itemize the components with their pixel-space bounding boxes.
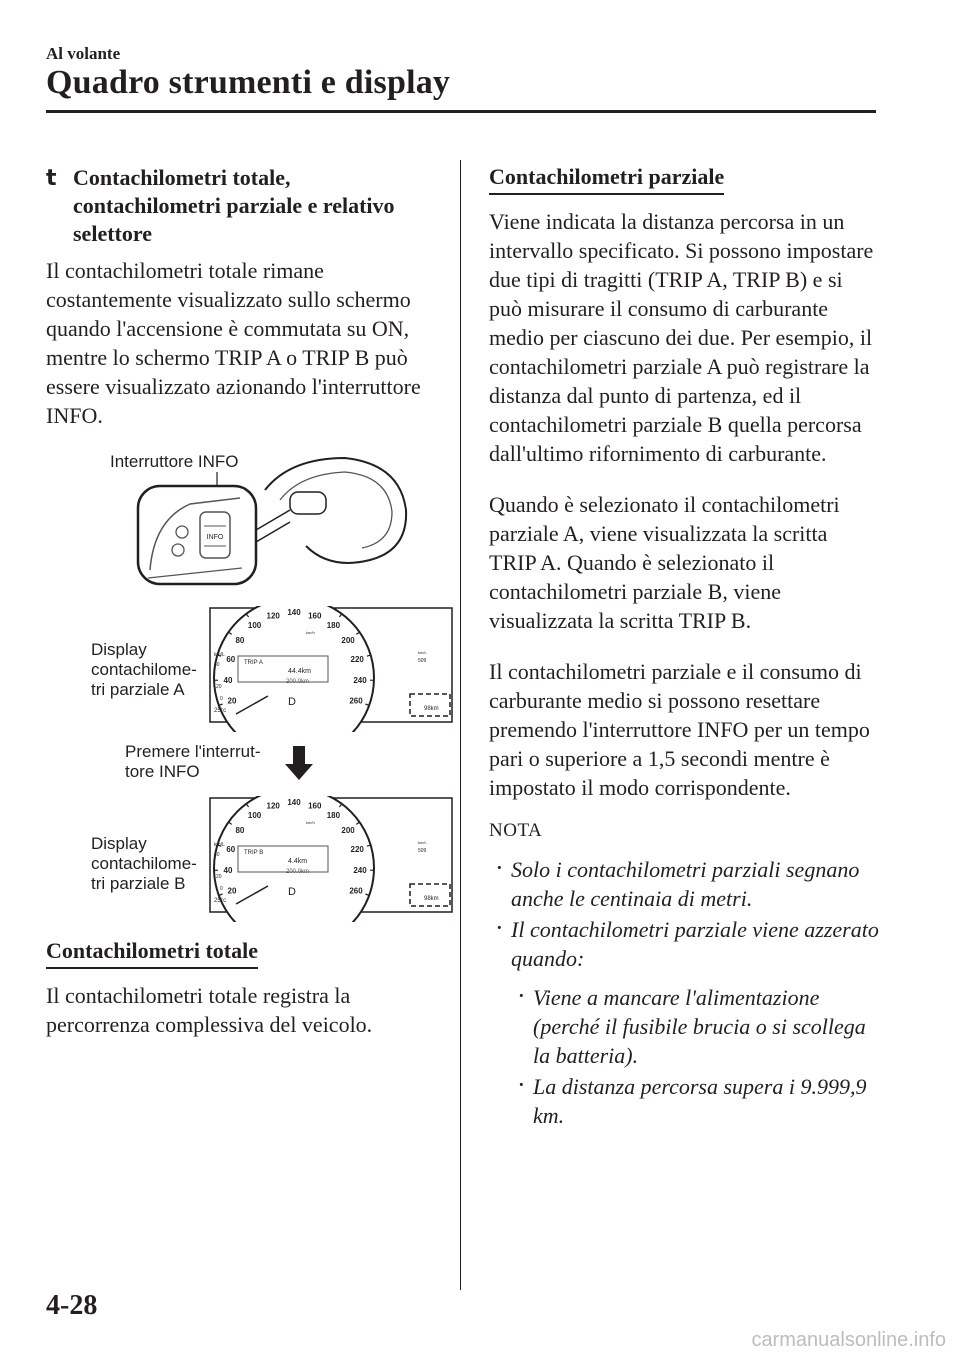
speed-tick-label: 180	[326, 811, 341, 821]
speed-tick-label: 160	[308, 801, 322, 811]
speed-tick-label: 200	[341, 826, 355, 836]
odo-a: 200.0km	[286, 679, 310, 685]
speed-tick-label: 120	[266, 801, 280, 811]
econ-value-a: 509	[418, 658, 427, 664]
gear-a: D	[288, 696, 296, 708]
speed-tick-label: 20	[227, 886, 237, 896]
speed-tick-label: 240	[353, 865, 367, 875]
fuel-range-b: 98km	[424, 896, 439, 902]
page-title: Quadro strumenti e display	[46, 64, 451, 101]
section-title-total: Contachilometri totale	[46, 936, 258, 969]
column-divider	[460, 160, 461, 1290]
speed-tick-label: 80	[235, 636, 245, 646]
label-display-b: Display contachilome- tri parziale B	[91, 834, 197, 893]
speed-tick-label: 20	[227, 696, 237, 706]
gear-b: D	[288, 886, 296, 898]
chapter-label: Al volante	[46, 44, 121, 63]
fuel-range-a: 98km	[424, 706, 439, 712]
econ-value-b: 509	[418, 848, 427, 854]
trip-paragraph-2: Quando è selezionato il contachilometri parziale A, viene visualizzata la scritta TRIP A. Quando è selezionato il contachilometri parziale B, viene visualizzata la scritta TRIP B.	[489, 492, 840, 633]
speed-tick-label: 100	[247, 621, 262, 631]
trip-paragraph-3: Il contachilometri parziale e il consumo di carburante medio si possono resettare premendo l'interruttore INFO per un tempo pari o superiore a 1,5 secondi mentre è impostato il modo corrispondente.	[489, 659, 870, 800]
trip-a-value: 44.4km	[288, 668, 311, 675]
section-heading: Contachilometri totale, contachilometri parziale e relativo selettore	[73, 165, 395, 246]
speed-tick-label: 120	[266, 611, 280, 621]
trip-b-value: 4.4km	[288, 858, 308, 865]
note-subitem-1: · Viene a mancare l'alimentazione (perché il fusibile brucia o si scollega la batteria).	[511, 983, 879, 1070]
cluster-trip-b	[206, 796, 456, 922]
odometer-total-section	[46, 936, 441, 1039]
label-press-info: Premere l'interrut- tore INFO	[125, 742, 261, 781]
page-number: 4-28	[46, 1290, 98, 1321]
heading-bullet: t	[46, 166, 57, 191]
speed-tick-label: 220	[350, 845, 364, 855]
svg-text:km/L: km/L	[418, 840, 427, 845]
watermark: carmanualsonline.info	[751, 1329, 946, 1351]
speed-tick-label: 40	[223, 865, 233, 875]
speed-tick-label: 60	[226, 845, 236, 855]
speed-tick-label: 240	[353, 675, 367, 685]
cluster-trip-a	[206, 606, 456, 732]
odometer-total-body: Il contachilometri totale registra la percorrenza complessiva del veicolo.	[46, 983, 373, 1037]
section-title-trip: Contachilometri parziale	[489, 162, 724, 195]
speed-unit: km/h	[306, 630, 315, 635]
intro-paragraph: Il contachilometri totale rimane costantemente visualizzato sullo schermo quando l'accensione è commutata su ON, mentre lo schermo TRIP A o TRIP B può essere visualizzato azionando l'interruttore INFO.	[46, 258, 421, 428]
speed-tick-label: 60	[226, 655, 236, 665]
speed-tick-label: 220	[350, 655, 364, 665]
speed-tick-label: 140	[287, 798, 301, 807]
odo-b: 200.0km	[286, 869, 310, 875]
speed-tick-label: 180	[326, 621, 341, 631]
info-button-text: INFO	[206, 534, 224, 541]
speed-tick-label: 160	[308, 611, 322, 621]
svg-text:40: 40	[214, 662, 220, 668]
svg-text:km/L: km/L	[418, 650, 427, 655]
note-subitem-2: · La distanza percorsa supera i 9.999,9 km.	[511, 1072, 879, 1130]
speed-tick-label: 200	[341, 636, 355, 646]
svg-text:20: 20	[216, 684, 222, 690]
trip-b-label: TRIP B	[244, 850, 264, 856]
temp-b: 25°c	[214, 898, 227, 904]
speed-tick-label: 100	[247, 811, 262, 821]
speed-tick-label: 260	[349, 696, 363, 706]
header-rule	[46, 110, 876, 113]
speed-tick-label: 80	[235, 826, 245, 836]
label-display-a: Display contachilome- tri parziale A	[91, 640, 197, 699]
down-arrow-icon	[284, 746, 314, 782]
note-item-2: · Il contachilometri parziale viene azzerato quando:	[489, 915, 879, 973]
temp-a: 25°c	[214, 708, 227, 714]
svg-text:20: 20	[216, 874, 222, 880]
speed-tick-label: 40	[223, 675, 233, 685]
svg-text:0: 0	[220, 696, 223, 702]
svg-text:0: 0	[220, 886, 223, 892]
note-item-1: · Solo i contachilometri parziali segnano anche le centinaia di metri.	[489, 855, 879, 913]
trip-meter-section	[489, 162, 879, 1130]
speed-tick-label: 260	[349, 886, 363, 896]
svg-text:km/L: km/L	[214, 842, 225, 848]
label-info-switch: Interruttore INFO	[110, 452, 239, 471]
svg-text:40: 40	[214, 852, 220, 858]
speed-tick-label: 140	[287, 608, 301, 617]
note-title: NOTA	[489, 820, 543, 841]
steering-switch-illustration	[130, 450, 450, 590]
left-gauge-unit-a: km/L	[214, 652, 225, 658]
trip-paragraph-1: Viene indicata la distanza percorsa in un intervallo specificato. Si possono impostare due tipi di tragitti (TRIP A, TRIP B) e si può misurare il consumo di carburante medio per ciascuno dei due. Per esempio, il contachilometri parziale A può registrare la distanza dal punto di partenza, ed il contachilometri parziale B quella percorsa dall'ultimo rifornimento di carburante.	[489, 209, 874, 466]
speed-unit: km/h	[306, 820, 315, 825]
trip-a-label: TRIP A	[244, 660, 263, 666]
